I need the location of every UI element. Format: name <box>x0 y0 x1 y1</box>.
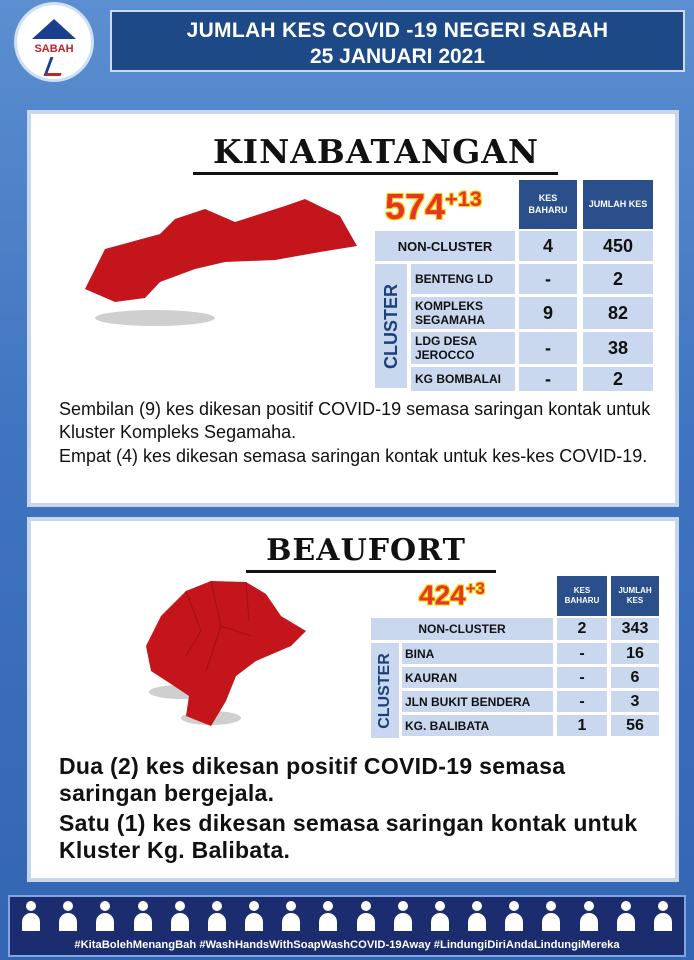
person-icon <box>503 901 525 931</box>
person-icon <box>20 901 42 931</box>
description-1: Sembilan (9) kes dikesan positif COVID-19 semasa saringan kontak untuk Kluster Kompleks Segamaha. <box>59 399 651 442</box>
row-new: - <box>557 643 607 664</box>
page-title <box>110 10 685 72</box>
district-name: BEAUFORT <box>266 533 466 568</box>
person-icon <box>132 901 154 931</box>
person-icon <box>652 901 674 931</box>
logo-text: SABAH <box>34 43 74 55</box>
row-label: LDG DESA JEROCCO <box>411 332 515 364</box>
row-label: BENTENG LD <box>411 264 515 294</box>
header-new-cases: KES BAHARU <box>557 576 607 616</box>
row-total: 343 <box>611 618 659 640</box>
row-total: 2 <box>583 264 653 294</box>
district-name: KINABATANGAN <box>212 132 540 171</box>
increase-value: +13 <box>445 186 482 211</box>
row-label: NON-CLUSTER <box>371 618 553 640</box>
description-1: Dua (2) kes dikesan positif COVID-19 semasa saringan bergejala. <box>59 753 566 806</box>
total-value: 424 <box>419 579 466 611</box>
title-line1: JUMLAH KES COVID -19 NEGERI SABAH <box>186 19 609 42</box>
beaufort-total <box>419 579 485 611</box>
cluster-label <box>371 643 399 738</box>
title-date: 25 JANUARI 2021 <box>309 45 486 68</box>
person-icon <box>243 901 265 931</box>
header-total-cases: JUMLAH KES <box>611 576 659 616</box>
hashtags: #KitaBolehMenangBah #WashHandsWithSoapWashCOVID-19Away #LindungiDiriAndaLindungiMereka <box>74 939 620 951</box>
footer-banner <box>8 895 686 957</box>
row-new: - <box>557 691 607 712</box>
beaufort-panel <box>27 517 679 882</box>
swirl-icon <box>44 57 68 76</box>
row-new: - <box>557 667 607 688</box>
mountain-icon <box>32 19 76 39</box>
description-2: Empat (4) kes dikesan semasa saringan kontak untuk kes-kes COVID-19. <box>59 446 648 466</box>
row-label: BINA <box>402 643 553 664</box>
row-total: 16 <box>611 643 659 664</box>
cluster-label <box>375 264 407 388</box>
title-underline <box>193 172 558 175</box>
person-icon <box>57 901 79 931</box>
person-icon <box>280 901 302 931</box>
row-new: 2 <box>557 618 607 640</box>
sabah-logo <box>17 5 91 79</box>
person-icon <box>615 901 637 931</box>
kinabatangan-map <box>75 194 365 334</box>
row-total: 3 <box>611 691 659 712</box>
row-total: 2 <box>583 367 653 391</box>
person-icon <box>429 901 451 931</box>
cluster-text: CLUSTER <box>380 283 401 369</box>
header-total-cases: JUMLAH KES <box>583 180 653 229</box>
header-new-cases: KES BAHARU <box>519 180 577 229</box>
row-label: KAURAN <box>402 667 553 688</box>
row-new: - <box>519 332 577 364</box>
row-total: 56 <box>611 715 659 736</box>
row-new: 4 <box>519 231 577 261</box>
row-total: 6 <box>611 667 659 688</box>
kinabatangan-panel <box>27 110 679 507</box>
person-icon <box>540 901 562 931</box>
person-icon <box>94 901 116 931</box>
kinabatangan-total <box>385 186 482 228</box>
row-label: NON-CLUSTER <box>375 231 515 261</box>
row-new: - <box>519 367 577 391</box>
row-new: - <box>519 264 577 294</box>
row-total: 82 <box>583 297 653 329</box>
total-value: 574 <box>385 186 446 227</box>
row-label: KOMPLEKS SEGAMAHA <box>411 297 515 329</box>
person-icon <box>466 901 488 931</box>
row-total: 38 <box>583 332 653 364</box>
person-icon <box>355 901 377 931</box>
person-icon <box>392 901 414 931</box>
title-underline <box>246 570 496 573</box>
person-icon <box>169 901 191 931</box>
row-new: 9 <box>519 297 577 329</box>
row-label: JLN BUKIT BENDERA <box>402 691 553 712</box>
person-icon <box>206 901 228 931</box>
row-label: KG BOMBALAI <box>411 367 515 391</box>
cluster-text: CLUSTER <box>376 652 393 729</box>
row-new: 1 <box>557 715 607 736</box>
frontliner-icons <box>20 901 674 933</box>
row-total: 450 <box>583 231 653 261</box>
person-icon <box>317 901 339 931</box>
person-icon <box>578 901 600 931</box>
description-2: Satu (1) kes dikesan semasa saringan kontak untuk Kluster Kg. Balibata. <box>59 810 638 863</box>
row-label: KG. BALIBATA <box>402 715 553 736</box>
beaufort-map <box>131 576 321 736</box>
increase-value: +3 <box>465 579 485 598</box>
